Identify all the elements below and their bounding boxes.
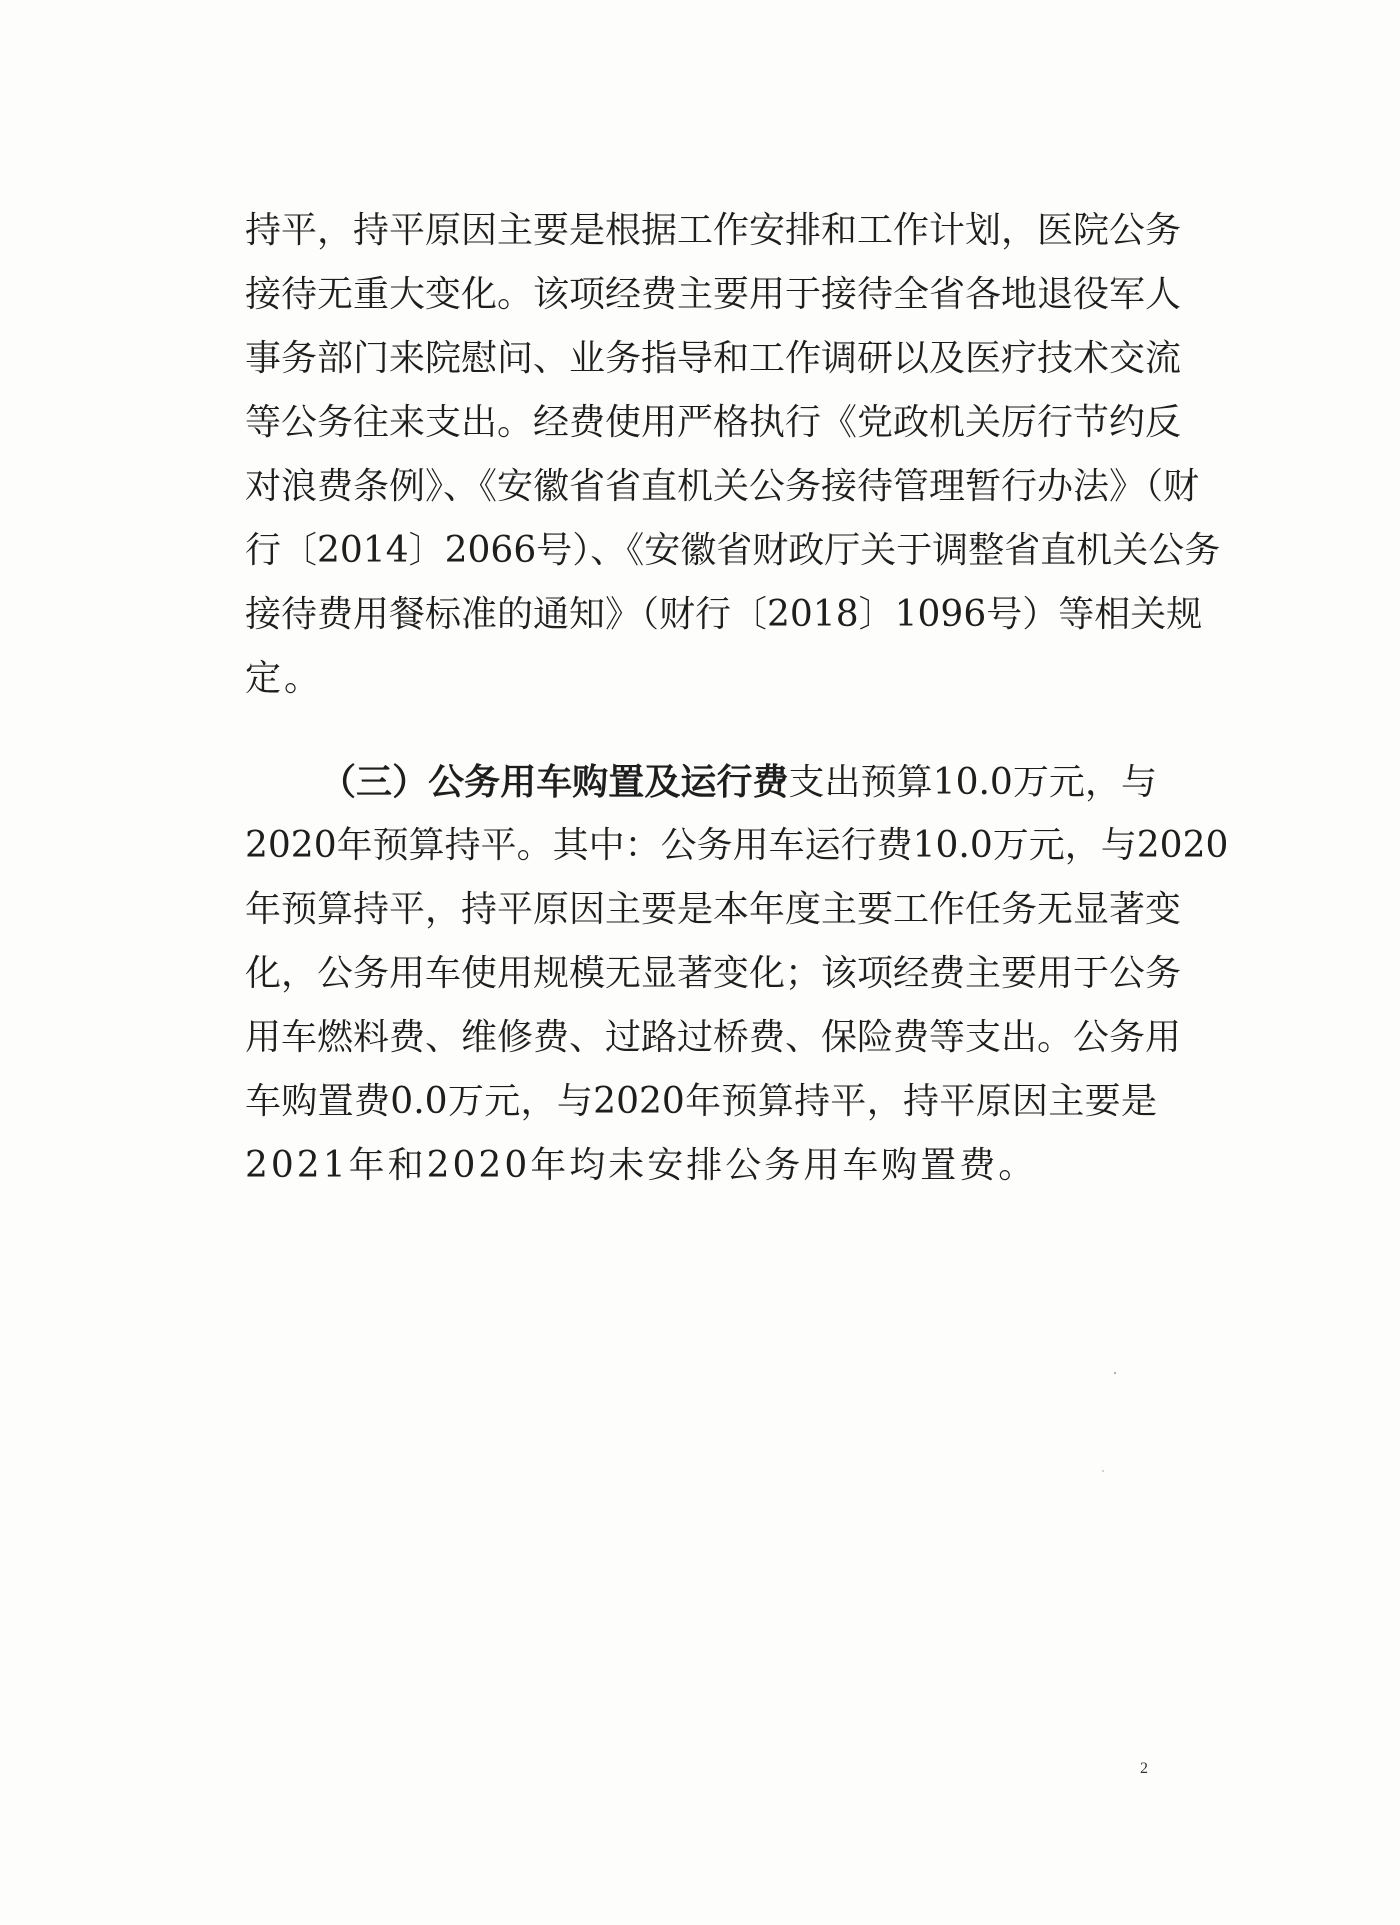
paragraph-2-line-2: 2020年预算持平。其中：公务用车运行费10.0万元，与2020 bbox=[245, 825, 1229, 866]
section-heading: （三）公务用车购置及运行费 bbox=[320, 761, 789, 803]
paragraph-1-line-1: 持平，持平原因主要是根据工作安排和工作计划，医院公务 bbox=[245, 210, 1182, 251]
paragraph-1-line-2: 接待无重大变化。该项经费主要用于接待全省各地退役军人 bbox=[245, 274, 1182, 315]
scan-speck bbox=[1102, 1470, 1104, 1472]
section-heading-continuation: 支出预算10.0万元，与 bbox=[788, 762, 1157, 803]
paragraph-2-line-4: 化，公务用车使用规模无显著变化；该项经费主要用于公务 bbox=[245, 953, 1182, 994]
paragraph-1-line-8: 定。 bbox=[245, 658, 324, 699]
page-number: 2 bbox=[1140, 1760, 1148, 1777]
scan-speck bbox=[1114, 1372, 1116, 1374]
paragraph-1-line-3: 事务部门来院慰问、业务指导和工作调研以及医疗技术交流 bbox=[245, 338, 1182, 379]
paragraph-2-line-5: 用车燃料费、维修费、过路过桥费、保险费等支出。公务用 bbox=[245, 1017, 1182, 1058]
paragraph-1-line-7: 接待费用餐标准的通知》（财行〔2018〕1096号）等相关规 bbox=[245, 594, 1203, 635]
paragraph-1-line-6: 行〔2014〕2066号）、《安徽省财政厅关于调整省直机关公务 bbox=[245, 530, 1221, 571]
paragraph-2-first-line bbox=[320, 758, 1157, 806]
paragraph-2-line-6: 车购置费0.0万元，与2020年预算持平，持平原因主要是 bbox=[245, 1081, 1157, 1122]
paragraph-2-line-3: 年预算持平，持平原因主要是本年度主要工作任务无显著变 bbox=[245, 889, 1182, 930]
paragraph-2-line-7: 2021年和2020年均未安排公务用车购置费。 bbox=[245, 1145, 1038, 1186]
paragraph-1-line-5: 对浪费条例》、《安徽省省直机关公务接待管理暂行办法》（财 bbox=[245, 466, 1200, 507]
paragraph-1-line-4: 等公务往来支出。经费使用严格执行《党政机关厉行节约反 bbox=[245, 402, 1182, 443]
